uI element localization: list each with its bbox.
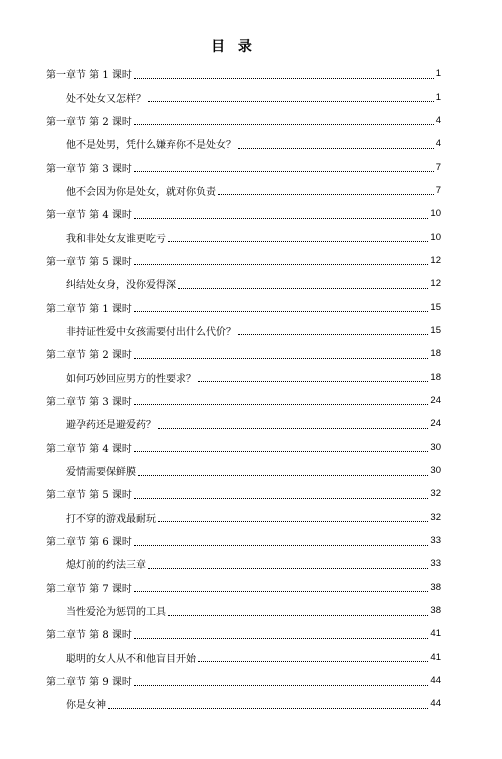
toc-entry-title: 第一章节 第 1 课时: [46, 70, 132, 82]
toc-entry-subsection[interactable]: [0, 646, 502, 669]
toc-entry-title: 避孕药还是避爱药？: [66, 420, 156, 432]
toc-entry-title: 处不处女又怎样？: [66, 93, 146, 105]
toc-entry-title: 非持证性爱中女孩需要付出什么代价？: [66, 326, 236, 338]
toc-entry-subsection[interactable]: [0, 225, 502, 248]
toc-entry-subsection[interactable]: [0, 692, 502, 715]
toc-entry-title: 他不是处男，凭什么嫌弃你不是处女？: [66, 140, 236, 152]
toc-entry-section[interactable]: [0, 342, 502, 365]
toc-entry-title: 第一章节 第 3 课时: [46, 163, 132, 175]
toc-entry-page-number: 10: [430, 231, 441, 243]
toc-entry-section[interactable]: [0, 529, 502, 552]
toc-entry-title: 我和非处女友谁更吃亏: [66, 233, 166, 245]
toc-entry-title: 爱情需要保鲜膜: [66, 467, 136, 479]
dot-leader: [134, 497, 429, 499]
dot-leader: [134, 310, 429, 312]
toc-entry-page-number: 1: [435, 68, 441, 80]
toc-entry-subsection[interactable]: [0, 506, 502, 529]
toc-entry-page-number: 12: [430, 278, 441, 290]
toc-entry-page-number: 4: [435, 138, 441, 150]
toc-entry-page-number: 18: [430, 371, 441, 383]
toc-entry-page-number: 12: [430, 254, 441, 266]
toc-entry-title: 你是女神: [66, 700, 106, 712]
toc-entry-subsection[interactable]: [0, 272, 502, 295]
dot-leader: [134, 590, 429, 592]
dot-leader: [168, 240, 428, 242]
toc-entry-page-number: 33: [430, 535, 441, 547]
dot-leader: [134, 77, 434, 79]
toc-entry-subsection[interactable]: [0, 599, 502, 622]
toc-list: [0, 62, 502, 716]
toc-entry-title: 第一章节 第 5 课时: [46, 256, 132, 268]
toc-entry-section[interactable]: [0, 622, 502, 645]
toc-entry-section[interactable]: [0, 155, 502, 178]
dot-leader: [134, 403, 429, 405]
toc-entry-page-number: 18: [430, 348, 441, 360]
toc-entry-page-number: 24: [430, 394, 441, 406]
toc-entry-page-number: 15: [430, 301, 441, 313]
toc-entry-title: 他不会因为你是处女，就对你负责: [66, 186, 216, 198]
toc-entry-title: 第一章节 第 4 课时: [46, 210, 132, 222]
dot-leader: [158, 520, 428, 522]
dot-leader: [198, 660, 428, 662]
dot-leader: [134, 123, 434, 125]
dot-leader: [148, 567, 428, 569]
dot-leader: [168, 614, 428, 616]
toc-entry-page-number: 38: [430, 581, 441, 593]
toc-entry-page-number: 38: [430, 605, 441, 617]
toc-entry-section[interactable]: [0, 249, 502, 272]
dot-leader: [198, 380, 428, 382]
toc-entry-title: 当性爱沦为惩罚的工具: [66, 607, 166, 619]
toc-entry-page-number: 7: [435, 161, 441, 173]
toc-entry-section[interactable]: [0, 669, 502, 692]
toc-entry-subsection[interactable]: [0, 85, 502, 108]
toc-entry-title: 第二章节 第 2 课时: [46, 350, 132, 362]
toc-entry-subsection[interactable]: [0, 412, 502, 435]
dot-leader: [138, 474, 428, 476]
toc-entry-page-number: 33: [430, 558, 441, 570]
toc-entry-subsection[interactable]: [0, 459, 502, 482]
toc-entry-title: 第二章节 第 3 课时: [46, 396, 132, 408]
toc-entry-title: 如何巧妙回应男方的性要求？: [66, 373, 196, 385]
toc-entry-title: 第二章节 第 7 课时: [46, 583, 132, 595]
dot-leader: [134, 637, 429, 639]
toc-entry-title: 第二章节 第 8 课时: [46, 630, 132, 642]
toc-entry-page-number: 30: [430, 441, 441, 453]
toc-entry-section[interactable]: [0, 436, 502, 459]
dot-leader: [158, 427, 428, 429]
dot-leader: [218, 193, 434, 195]
toc-entry-page-number: 7: [435, 184, 441, 196]
toc-entry-subsection[interactable]: [0, 365, 502, 388]
toc-entry-title: 纠结处女身，没你爱得深: [66, 280, 176, 292]
toc-entry-title: 第一章节 第 2 课时: [46, 116, 132, 128]
toc-entry-page-number: 32: [430, 488, 441, 500]
dot-leader: [134, 263, 429, 265]
dot-leader: [134, 170, 434, 172]
toc-entry-title: 打不穿的游戏最耐玩: [66, 513, 156, 525]
toc-entry-page-number: 44: [430, 675, 441, 687]
toc-entry-page-number: 24: [430, 418, 441, 430]
dot-leader: [134, 357, 429, 359]
toc-entry-title: 熄灯前的约法三章: [66, 560, 146, 572]
dot-leader: [178, 287, 428, 289]
dot-leader: [134, 544, 429, 546]
dot-leader: [238, 333, 428, 335]
toc-entry-section[interactable]: [0, 202, 502, 225]
toc-entry-section[interactable]: [0, 109, 502, 132]
toc-entry-page-number: 32: [430, 511, 441, 523]
toc-entry-page-number: 41: [430, 628, 441, 640]
toc-entry-subsection[interactable]: [0, 179, 502, 202]
toc-entry-section[interactable]: [0, 389, 502, 412]
toc-entry-title: 第二章节 第 5 课时: [46, 490, 132, 502]
dot-leader: [134, 450, 429, 452]
dot-leader: [108, 707, 428, 709]
dot-leader: [148, 100, 434, 102]
toc-entry-section[interactable]: [0, 62, 502, 85]
toc-entry-title: 第二章节 第 6 课时: [46, 537, 132, 549]
toc-entry-subsection[interactable]: [0, 319, 502, 342]
toc-entry-title: 第二章节 第 1 课时: [46, 303, 132, 315]
toc-entry-page-number: 1: [435, 91, 441, 103]
toc-entry-section[interactable]: [0, 295, 502, 318]
dot-leader: [134, 217, 429, 219]
toc-entry-subsection[interactable]: [0, 132, 502, 155]
toc-entry-page-number: 30: [430, 465, 441, 477]
dot-leader: [134, 684, 429, 686]
toc-entry-section[interactable]: [0, 482, 502, 505]
toc-entry-page-number: 44: [430, 698, 441, 710]
toc-entry-page-number: 4: [435, 114, 441, 126]
toc-entry-page-number: 41: [430, 651, 441, 663]
toc-entry-title: 第二章节 第 9 课时: [46, 677, 132, 689]
toc-entry-page-number: 10: [430, 208, 441, 220]
toc-title: 目 录: [211, 39, 256, 55]
toc-entry-section[interactable]: [0, 576, 502, 599]
toc-entry-page-number: 15: [430, 324, 441, 336]
dot-leader: [238, 147, 434, 149]
toc-entry-title: 第二章节 第 4 课时: [46, 443, 132, 455]
toc-entry-subsection[interactable]: [0, 552, 502, 575]
toc-entry-title: 聪明的女人从不和他盲目开始: [66, 653, 196, 665]
